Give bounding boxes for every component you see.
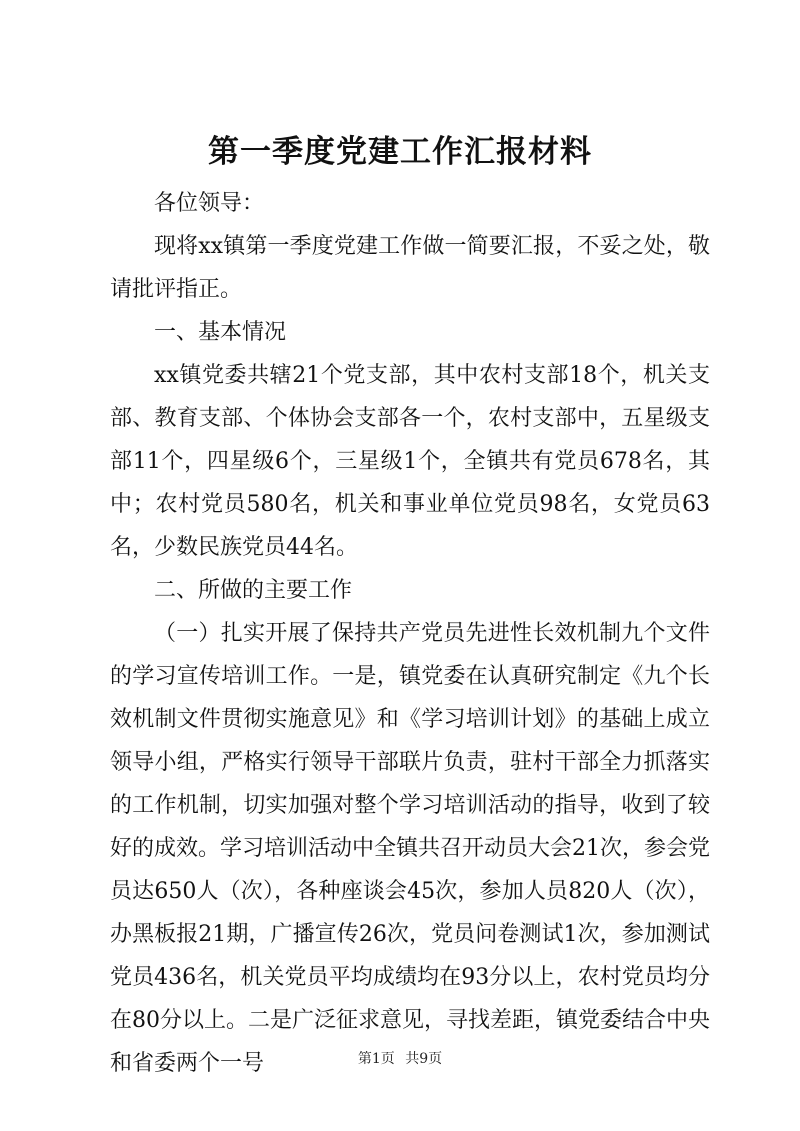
basic-situation-paragraph: xx镇党委共辖21个党支部，其中农村支部18个，机关支部、教育支部、个体协会支部各一个，农村支部中，五星级支部11个，四星级6个，三星级1个，全镇共有党员678名，其中；农村党员580名，机关和事业单位党员98名，女党员63名，少数民族党员44名。	[110, 363, 710, 560]
salutation: 各位领导：	[154, 191, 265, 216]
document-body	[110, 182, 710, 1085]
section-heading-work: 二、所做的主要工作	[154, 578, 353, 603]
section-heading-basic: 一、基本情况	[154, 320, 287, 345]
work-paragraph-1: （一）扎实开展了保持共产党员先进性长效机制九个文件的学习宣传培训工作。一是，镇党委在认真研究制定《九个长效机制文件贯彻实施意见》和《学习培训计划》的基础上成立领导小组，严格实行领导干部联片负责，驻村干部全力抓落实的工作机制，切实加强对整个学习培训活动的指导，收到了较好的成效。学习培训活动中全镇共召开动员大会21次，参会党员达650人（次），各种座谈会45次，参加人员820人（次），办黑板报21期，广播宣传26次，党员问卷测试1次，参加测试党员436名，机关党员平均成绩均在93分以上，农村党员均分在80分以上。二是广泛征求意见，寻找差距，镇党委结合中央和省委两个一号	[110, 621, 710, 1076]
document-title: 第一季度党建工作汇报材料	[208, 134, 592, 170]
page-number: 第1页	[357, 1051, 395, 1067]
intro-paragraph: 现将xx镇第一季度党建工作做一简要汇报，不妥之处，敬请批评指正。	[110, 234, 710, 302]
page-total: 共9页	[405, 1051, 443, 1067]
page-footer	[0, 1048, 800, 1068]
